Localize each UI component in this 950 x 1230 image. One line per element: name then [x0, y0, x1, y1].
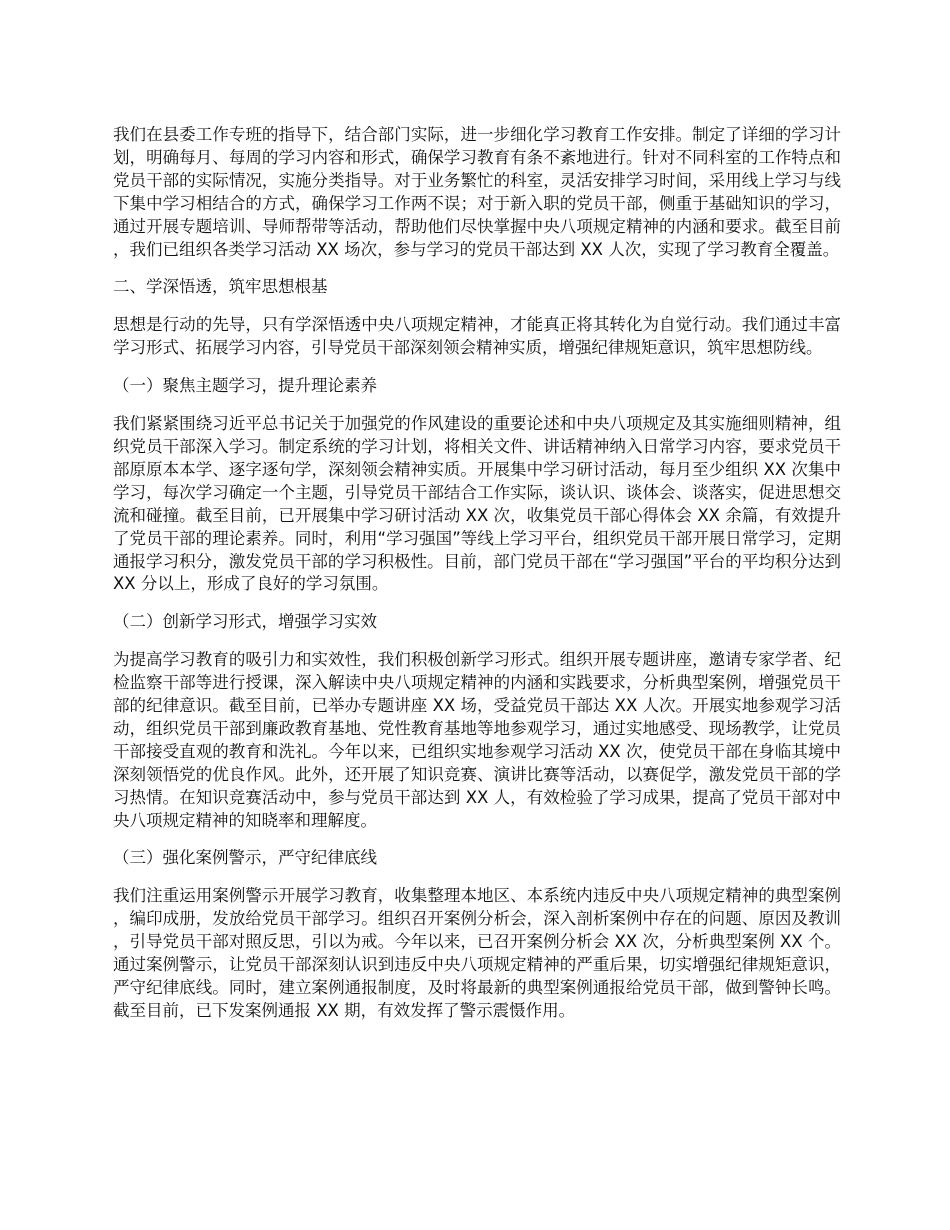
section-heading-2: 二、学深悟透，筑牢思想根基: [113, 277, 328, 297]
paragraph-theme-study: 我们紧紧围绕习近平总书记关于加强党的作风建设的重要论述和中央八项规定及其实施细则精神，组织党员干部深入学习。制定系统的学习计划，将相关文件、讲话精神纳入日常学习内容，要求党员干部原原本本学、逐字逐句学，深刻领会精神实质。开展集中学习研讨活动，每月至少组织 XX 次集中学习，每次学习确定一个主题，引导党员干部结合工作实际，谈认识、谈体会、谈落实，促进思想交流和碰撞。截至目前，已开展集中学习研讨活动 XX 次，收集党员干部心得体会 XX 余篇，有效提升了党员干部的理论素养。同时，利用“学习强国”等线上学习平台，组织党员干部开展日常学习，定期通报学习积分，激发党员干部的学习积极性。目前，部门党员干部在“学习强国”平台的平均积分达到 XX 分以上，形成了良好的学习氛围。: [113, 414, 841, 594]
subsection-heading-2: （二）创新学习形式，增强学习实效: [113, 612, 377, 632]
subsection-heading-1: （一）聚焦主题学习，提升理论素养: [113, 376, 377, 396]
paragraph-thought-foundation: 思想是行动的先导，只有学深悟透中央八项规定精神，才能真正将其转化为自觉行动。我们通过丰富学习形式、拓展学习内容，引导党员干部深刻领会精神实质，增强纪律规矩意识，筑牢思想防线。: [113, 315, 841, 358]
subsection-heading-3: （三）强化案例警示，严守纪律底线: [113, 848, 377, 868]
paragraph-work-arrangement: 我们在县委工作专班的指导下，结合部门实际，进一步细化学习教育工作安排。制定了详细的学习计划，明确每月、每周的学习内容和形式，确保学习教育有条不紊地进行。针对不同科室的工作特点和党员干部的实际情况，实施分类指导。对于业务繁忙的科室，灵活安排学习时间，采用线上学习与线下集中学习相结合的方式，确保学习工作两不误；对于新入职的党员干部，侧重于基础知识的学习，通过开展专题培训、导师帮带等活动，帮助他们尽快掌握中央八项规定精神的内涵和要求。截至目前，我们已组织各类学习活动 XX 场次，参与学习的党员干部达到 XX 人次，实现了学习教育全覆盖。: [113, 125, 841, 259]
document-body: [113, 124, 841, 1038]
paragraph-case-warning: 我们注重运用案例警示开展学习教育，收集整理本地区、本系统内违反中央八项规定精神的典型案例，编印成册，发放给党员干部学习。组织召开案例分析会，深入剖析案例中存在的问题、原因及教训，引导党员干部对照反思，引以为戒。今年以来，已召开案例分析会 XX 次，分析典型案例 XX 个。通过案例警示，让党员干部深刻认识到违反中央八项规定精神的严重后果，切实增强纪律规矩意识，严守纪律底线。同时，建立案例通报制度，及时将最新的典型案例通报给党员干部，做到警钟长鸣。截至目前，已下发案例通报 XX 期，有效发挥了警示震慑作用。: [113, 886, 841, 1020]
paragraph-innovative-study: 为提高学习教育的吸引力和实效性，我们积极创新学习形式。组织开展专题讲座，邀请专家学者、纪检监察干部等进行授课，深入解读中央八项规定精神的内涵和实践要求，分析典型案例，增强党员干部的纪律意识。截至目前，已举办专题讲座 XX 场，受益党员干部达 XX 人次。开展实地参观学习活动，组织党员干部到廉政教育基地、党性教育基地等地参观学习，通过实地感受、现场教学，让党员干部接受直观的教育和洗礼。今年以来，已组织实地参观学习活动 XX 次，使党员干部在身临其境中深刻领悟党的优良作风。此外，还开展了知识竞赛、演讲比赛等活动，以赛促学，激发党员干部的学习热情。在知识竞赛活动中，参与党员干部达到 XX 人，有效检验了学习成果，提高了党员干部对中央八项规定精神的知晓率和理解度。: [113, 650, 841, 830]
